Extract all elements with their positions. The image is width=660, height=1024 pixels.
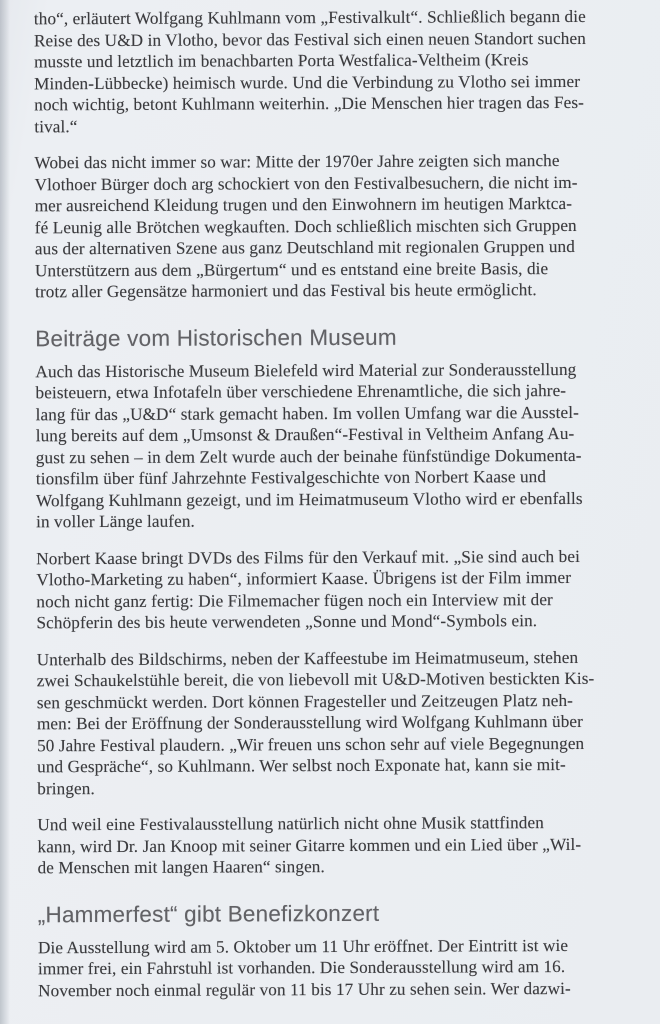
- paragraph-dvd-verkauf: Norbert Kaase bringt DVDs des Films für den Verkauf mit. „Sie sind auch bei Vlotho-Marketing zu haben“, informiert Kaase. Übrigens ist der Film immer noch nicht ganz fertig: Die Filmemacher fügen noch ein Interview mit der Schöpferin des bis heute verwendeten „Sonne und Mond“-Symbols ein.: [36, 546, 580, 633]
- paragraph-jan-knoop-musik: Und weil eine Festivalausstellung natürlich nicht ohne Musik stattfinden kann, wird Dr. Jan Knoop mit seiner Gitarre kommen und ein Lied über „Wil- de Menschen mit langen Haaren“ singen.: [37, 813, 582, 878]
- paragraph-schaukelstuehle: Unterhalb des Bildschirms, neben der Kaffeestube im Heimatmuseum, stehen zwei Schaukelstühle bereit, die von liebevoll mit U&D-Motiven bestickten Kis- sen geschmückt werden. Dort können Fragesteller und Zeitzeugen Platz neh- men: Bei der Eröffnung der Sonderausstellung wird Wolfgang Kuhlmann über 50 Jahre Festival plaudern. „Wir freuen uns schon sehr auf viele Begegnungen und Gespräche“, so Kuhlmann. Wer selbst noch Exponate hat, kann sie mit- bringen.: [36, 647, 595, 798]
- paragraph-ausstellung-eroeffnung: Die Ausstellung wird am 5. Oktober um 11 Uhr eröffnet. Der Eintritt ist wie immer frei, ein Fahrstuhl ist vorhanden. Die Sonderausstellung wird am 16. November noch einmal regulär von 11 bis 17 Uhr zu sehen sein. Wer dazwi-: [37, 935, 571, 1000]
- article-content: [34, 6, 644, 1017]
- paragraph-museum-bielefeld: Auch das Historische Museum Bielefeld wird Material zur Sonderausstellung beisteuern, etwa Infotafeln über verschiedene Ehrenamtliche, die sich jahre- lang für das „U&D“ stark gemacht haben. Im vollen Umfang war die Ausstel- lung bereits auf dem „Umsonst & Draußen“-Festival in Veltheim Anfang Au- gust zu sehen – in dem Zelt wurde auch der beinahe fünfstündige Dokumenta- tionsfilm über fünf Jahrzehnte Festivalgeschichte von Norbert Kaase und Wolfgang Kuhlmann gezeigt, und im Heimatmuseum Vlotho wird er ebenfalls in voller Länge laufen.: [35, 359, 583, 532]
- scan-edge-shadow: [0, 0, 10, 1024]
- heading-hammerfest-benefizkonzert: „Hammerfest“ gibt Benefizkonzert: [37, 900, 380, 927]
- paragraph-festival-origins: tho“, erläutert Wolfgang Kuhlmann vom „Festivalkult“. Schließlich begann die Reise des U&D in Vlotho, bevor das Festival sich einen neuen Standort suchen musste und letztlich im benachbarten Porta Westfalica-Veltheim (Kreis Minden-Lübbecke) heimisch wurde. Und die Verbindung zu Vlotho sei immer noch wichtig, betont Kuhlmann weiterhin. „Die Menschen hier tragen das Fes- tival.“: [33, 6, 586, 136]
- paragraph-1970s-history: Wobei das nicht immer so war: Mitte der 1970er Jahre zeigten sich manche Vlothoer Bürger doch arg schockiert von den Festivalbesuchern, die nicht im- mer ausreichend Kleidung trugen und den Einwohnern im heutigen Marktca- fé Leunig alle Brötchen wegkauften. Doch schließlich mischten sich Gruppen aus der alternativen Szene aus ganz Deutschland mit regionalen Gruppen und Unterstützern aus dem „Bürgertum“ und es entstand eine breite Basis, die trotz aller Gegensätze harmoniert und das Festival bis heute ermöglicht.: [34, 151, 578, 302]
- heading-beitraege-historisches-museum: Beiträge vom Historischen Museum: [35, 324, 397, 351]
